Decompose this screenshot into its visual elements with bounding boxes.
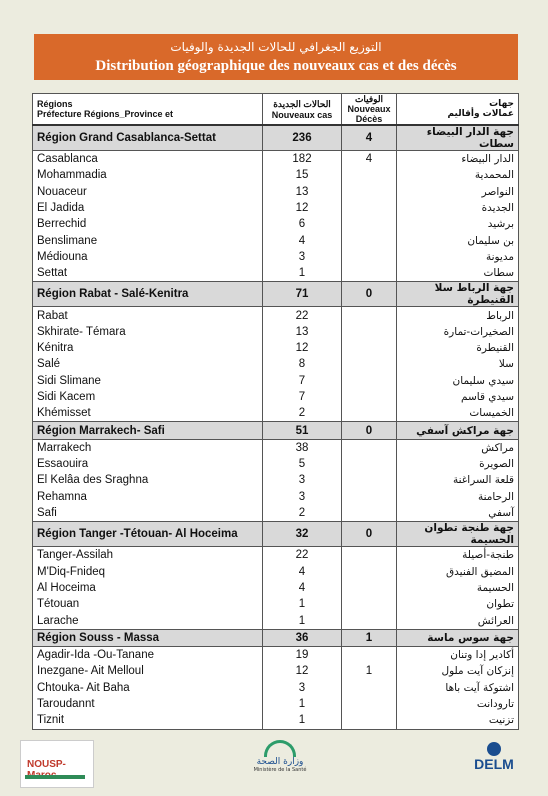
place-ar-cell: الرباط bbox=[486, 309, 514, 322]
deaths-cell bbox=[342, 389, 397, 405]
title-arabic: التوزيع الجغرافي للحالات الجديدة والوفيات bbox=[170, 40, 382, 54]
deaths-cell bbox=[342, 489, 397, 505]
table-row bbox=[33, 612, 519, 629]
new-cases-cell: 1 bbox=[263, 712, 342, 729]
place-ar-cell: مديونة bbox=[485, 250, 514, 263]
place-fr-cell: Skhirate- Témara bbox=[33, 324, 263, 340]
new-cases-cell: 8 bbox=[263, 356, 342, 372]
new-cases-cell: 5 bbox=[263, 456, 342, 472]
new-cases-cell: 13 bbox=[263, 184, 342, 200]
place-fr-cell: Tanger-Assilah bbox=[33, 547, 263, 564]
table-row bbox=[33, 389, 519, 405]
delm-logo bbox=[462, 742, 526, 788]
place-ar-cell: برشيد bbox=[487, 218, 514, 231]
new-cases-cell: 4 bbox=[263, 564, 342, 580]
table-row bbox=[33, 373, 519, 389]
place-fr-cell: Tétouan bbox=[33, 596, 263, 612]
place-ar-cell: قلعة السراغنة bbox=[452, 474, 514, 487]
header-prefecture-label: Préfecture Régions_Province et bbox=[37, 109, 174, 119]
new-cases-cell: 3 bbox=[263, 489, 342, 505]
place-ar-cell: طنجة-أصيلة bbox=[462, 549, 514, 562]
new-cases-cell: 15 bbox=[263, 167, 342, 183]
new-cases-cell: 3 bbox=[263, 472, 342, 488]
place-ar-cell: الدار البيضاء bbox=[461, 153, 514, 166]
place-fr-cell: Casablanca bbox=[33, 151, 263, 168]
deaths-cell bbox=[342, 373, 397, 389]
place-ar-cell: جهة الرباط سلا القنيطرة bbox=[397, 282, 519, 307]
new-cases-cell: 2 bbox=[263, 505, 342, 522]
place-ar-cell: المحمدية bbox=[474, 169, 514, 182]
deaths-cell: 1 bbox=[342, 629, 397, 646]
header-regions-label: Régions bbox=[37, 99, 73, 109]
deaths-cell: 0 bbox=[342, 422, 397, 439]
new-cases-cell: 22 bbox=[263, 547, 342, 564]
ministry-emblem-icon bbox=[264, 740, 296, 757]
new-cases-cell: 1 bbox=[263, 612, 342, 629]
deaths-cell bbox=[342, 680, 397, 696]
new-cases-cell: 22 bbox=[263, 307, 342, 324]
new-cases-cell: 182 bbox=[263, 151, 342, 168]
ministry-name-ar: وزارة الصحة bbox=[256, 757, 304, 767]
title-french: Distribution géographique des nouveaux cas et des décès bbox=[95, 58, 457, 74]
place-ar-cell: سطات bbox=[483, 267, 514, 280]
deaths-cell bbox=[342, 612, 397, 629]
place-fr-cell: El Jadida bbox=[33, 200, 263, 216]
place-fr-cell: Essaouira bbox=[33, 456, 263, 472]
place-ar-cell: تطوان bbox=[486, 598, 514, 611]
region-row bbox=[33, 422, 519, 439]
place-ar-cell: إنزكان آيت ملول bbox=[441, 665, 514, 678]
deaths-cell bbox=[342, 232, 397, 248]
place-ar-cell: النواصر bbox=[481, 185, 514, 198]
new-cases-cell: 32 bbox=[263, 522, 342, 547]
table-header-row bbox=[33, 94, 519, 126]
place-fr-cell: M'Diq-Fnideq bbox=[33, 564, 263, 580]
place-ar-cell: مراكش bbox=[481, 441, 514, 454]
place-ar-cell: الخميسات bbox=[469, 407, 514, 420]
place-fr-cell: Salé bbox=[33, 356, 263, 372]
table-row bbox=[33, 439, 519, 456]
new-cases-cell: 2 bbox=[263, 405, 342, 422]
new-cases-cell: 36 bbox=[263, 629, 342, 646]
deaths-cell bbox=[342, 472, 397, 488]
delm-logo-text: DELM bbox=[474, 756, 514, 772]
new-cases-cell: 6 bbox=[263, 216, 342, 232]
place-fr-cell: Rabat bbox=[33, 307, 263, 324]
deaths-cell bbox=[342, 324, 397, 340]
table-row bbox=[33, 151, 519, 168]
table-row bbox=[33, 712, 519, 729]
table-row bbox=[33, 596, 519, 612]
new-cases-cell: 236 bbox=[263, 125, 342, 151]
region-row bbox=[33, 522, 519, 547]
table-row bbox=[33, 696, 519, 712]
nousp-logo bbox=[20, 740, 94, 788]
place-fr-cell: Sidi Kacem bbox=[33, 389, 263, 405]
place-fr-cell: Région Rabat - Salé-Kenitra bbox=[33, 282, 263, 307]
place-ar-cell: جهة الدار البيضاء سطات bbox=[397, 125, 519, 151]
place-ar-cell: سلا bbox=[498, 358, 514, 371]
header-deaths-fr1: Nouveaux bbox=[347, 104, 391, 114]
place-ar-cell: تارودانت bbox=[476, 698, 514, 711]
table-row bbox=[33, 265, 519, 282]
place-fr-cell: Berrechid bbox=[33, 216, 263, 232]
deaths-cell bbox=[342, 405, 397, 422]
region-row bbox=[33, 282, 519, 307]
deaths-cell bbox=[342, 505, 397, 522]
place-fr-cell: Nouaceur bbox=[33, 184, 263, 200]
delm-emblem-icon bbox=[487, 742, 501, 756]
place-ar-cell: العرائش bbox=[477, 614, 514, 627]
place-fr-cell: Benslimane bbox=[33, 232, 263, 248]
deaths-cell: 0 bbox=[342, 282, 397, 307]
deaths-cell bbox=[342, 696, 397, 712]
place-fr-cell: El Kelâa des Sraghna bbox=[33, 472, 263, 488]
table-row bbox=[33, 505, 519, 522]
header-regions-ar bbox=[397, 94, 519, 126]
deaths-cell: 4 bbox=[342, 151, 397, 168]
deaths-cell bbox=[342, 265, 397, 282]
place-fr-cell: Taroudannt bbox=[33, 696, 263, 712]
place-fr-cell: Agadir-Ida -Ou-Tanane bbox=[33, 647, 263, 664]
region-row bbox=[33, 629, 519, 646]
table-row bbox=[33, 547, 519, 564]
deaths-cell bbox=[342, 580, 397, 596]
new-cases-cell: 51 bbox=[263, 422, 342, 439]
header-new-cases bbox=[263, 94, 342, 126]
deaths-cell bbox=[342, 596, 397, 612]
table-row bbox=[33, 356, 519, 372]
header-new-cases-ar: الحالات الجديدة bbox=[273, 98, 331, 109]
place-fr-cell: Marrakech bbox=[33, 439, 263, 456]
new-cases-cell: 12 bbox=[263, 663, 342, 679]
place-ar-cell: تزنيت bbox=[488, 714, 514, 727]
new-cases-cell: 12 bbox=[263, 340, 342, 356]
deaths-cell bbox=[342, 184, 397, 200]
table-row bbox=[33, 472, 519, 488]
new-cases-cell: 4 bbox=[263, 580, 342, 596]
deaths-cell: 0 bbox=[342, 522, 397, 547]
deaths-cell: 4 bbox=[342, 125, 397, 151]
place-fr-cell: Al Hoceima bbox=[33, 580, 263, 596]
place-ar-cell: بن سليمان bbox=[467, 234, 514, 247]
table-row bbox=[33, 489, 519, 505]
new-cases-cell: 3 bbox=[263, 249, 342, 265]
new-cases-cell: 7 bbox=[263, 389, 342, 405]
deaths-cell bbox=[342, 167, 397, 183]
deaths-cell bbox=[342, 249, 397, 265]
place-ar-cell: الحسيمة bbox=[476, 581, 514, 594]
new-cases-cell: 1 bbox=[263, 696, 342, 712]
title-banner bbox=[34, 34, 518, 80]
region-row bbox=[33, 125, 519, 151]
deaths-cell bbox=[342, 200, 397, 216]
place-ar-cell: الرحامنة bbox=[477, 490, 514, 503]
place-fr-cell: Inezgane- Ait Melloul bbox=[33, 663, 263, 679]
place-ar-cell: سيدي قاسم bbox=[460, 391, 514, 403]
table-row bbox=[33, 340, 519, 356]
ministry-name-fr: Ministère de la Santé bbox=[253, 767, 307, 773]
table-row bbox=[33, 167, 519, 183]
deaths-cell bbox=[342, 647, 397, 664]
table-row bbox=[33, 564, 519, 580]
new-cases-cell: 19 bbox=[263, 647, 342, 664]
table-row bbox=[33, 680, 519, 696]
new-cases-cell: 38 bbox=[263, 439, 342, 456]
place-fr-cell: Médiouna bbox=[33, 249, 263, 265]
deaths-cell bbox=[342, 439, 397, 456]
header-regions bbox=[33, 94, 263, 126]
header-new-cases-fr: Nouveaux cas bbox=[271, 109, 333, 120]
new-cases-cell: 1 bbox=[263, 596, 342, 612]
table-row bbox=[33, 184, 519, 200]
header-prefectures-ar-label: عمالات وأقاليم bbox=[447, 109, 514, 119]
table-row bbox=[33, 232, 519, 248]
place-ar-cell: سيدي سليمان bbox=[452, 374, 514, 387]
place-fr-cell: Chtouka- Ait Baha bbox=[33, 680, 263, 696]
table-row bbox=[33, 200, 519, 216]
new-cases-cell: 4 bbox=[263, 232, 342, 248]
nousp-logo-text: NOUSP- bbox=[27, 759, 66, 770]
place-fr-cell: Mohammadia bbox=[33, 167, 263, 183]
table-row bbox=[33, 249, 519, 265]
place-fr-cell: Région Souss - Massa bbox=[33, 629, 263, 646]
place-ar-cell: آسفي bbox=[488, 507, 514, 520]
place-fr-cell: Safi bbox=[33, 505, 263, 522]
place-ar-cell: أكادير إدا وتنان bbox=[450, 649, 514, 662]
new-cases-cell: 12 bbox=[263, 200, 342, 216]
deaths-cell bbox=[342, 456, 397, 472]
place-ar-cell: جهة طنجة تطوان الحسيمة bbox=[397, 522, 519, 547]
nousp-logo-bar bbox=[25, 775, 85, 779]
new-cases-cell: 3 bbox=[263, 680, 342, 696]
place-fr-cell: Région Tanger -Tétouan- Al Hoceima bbox=[33, 522, 263, 547]
place-fr-cell: Rehamna bbox=[33, 489, 263, 505]
place-ar-cell: المضيق الفنيدق bbox=[446, 565, 514, 578]
place-fr-cell: Khémisset bbox=[33, 405, 263, 422]
table-row bbox=[33, 405, 519, 422]
table-row bbox=[33, 663, 519, 679]
table-row bbox=[33, 324, 519, 340]
place-ar-cell: الصويرة bbox=[479, 458, 514, 471]
place-ar-cell: اشتوكة آيت باها bbox=[445, 681, 514, 694]
new-cases-cell: 13 bbox=[263, 324, 342, 340]
deaths-cell bbox=[342, 564, 397, 580]
deaths-cell bbox=[342, 712, 397, 729]
ministry-logo bbox=[252, 740, 308, 792]
new-cases-cell: 1 bbox=[263, 265, 342, 282]
table-row bbox=[33, 647, 519, 664]
deaths-cell bbox=[342, 216, 397, 232]
table-row bbox=[33, 216, 519, 232]
deaths-cell bbox=[342, 340, 397, 356]
cases-table bbox=[32, 93, 519, 730]
header-deaths-fr2: Décès bbox=[355, 114, 383, 124]
place-fr-cell: Settat bbox=[33, 265, 263, 282]
table-row bbox=[33, 580, 519, 596]
place-ar-cell: جهة سوس ماسة bbox=[397, 629, 519, 646]
place-fr-cell: Sidi Slimane bbox=[33, 373, 263, 389]
header-deaths-ar: الوفيات bbox=[354, 94, 384, 104]
place-ar-cell: القنيطرة bbox=[476, 342, 514, 355]
place-fr-cell: Kénitra bbox=[33, 340, 263, 356]
deaths-cell bbox=[342, 307, 397, 324]
place-ar-cell: الصخيرات-تمارة bbox=[443, 325, 514, 338]
deaths-cell: 1 bbox=[342, 663, 397, 679]
place-ar-cell: الجديدة bbox=[481, 202, 514, 215]
place-fr-cell: Tiznit bbox=[33, 712, 263, 729]
header-deaths bbox=[342, 94, 397, 126]
new-cases-cell: 71 bbox=[263, 282, 342, 307]
deaths-cell bbox=[342, 547, 397, 564]
new-cases-cell: 7 bbox=[263, 373, 342, 389]
table-row bbox=[33, 307, 519, 324]
table-row bbox=[33, 456, 519, 472]
place-ar-cell: جهة مراكش آسفي bbox=[397, 422, 519, 439]
place-fr-cell: Région Marrakech- Safi bbox=[33, 422, 263, 439]
place-fr-cell: Larache bbox=[33, 612, 263, 629]
deaths-cell bbox=[342, 356, 397, 372]
place-fr-cell: Région Grand Casablanca-Settat bbox=[33, 125, 263, 151]
header-regions-ar-label: جهات bbox=[489, 99, 514, 109]
